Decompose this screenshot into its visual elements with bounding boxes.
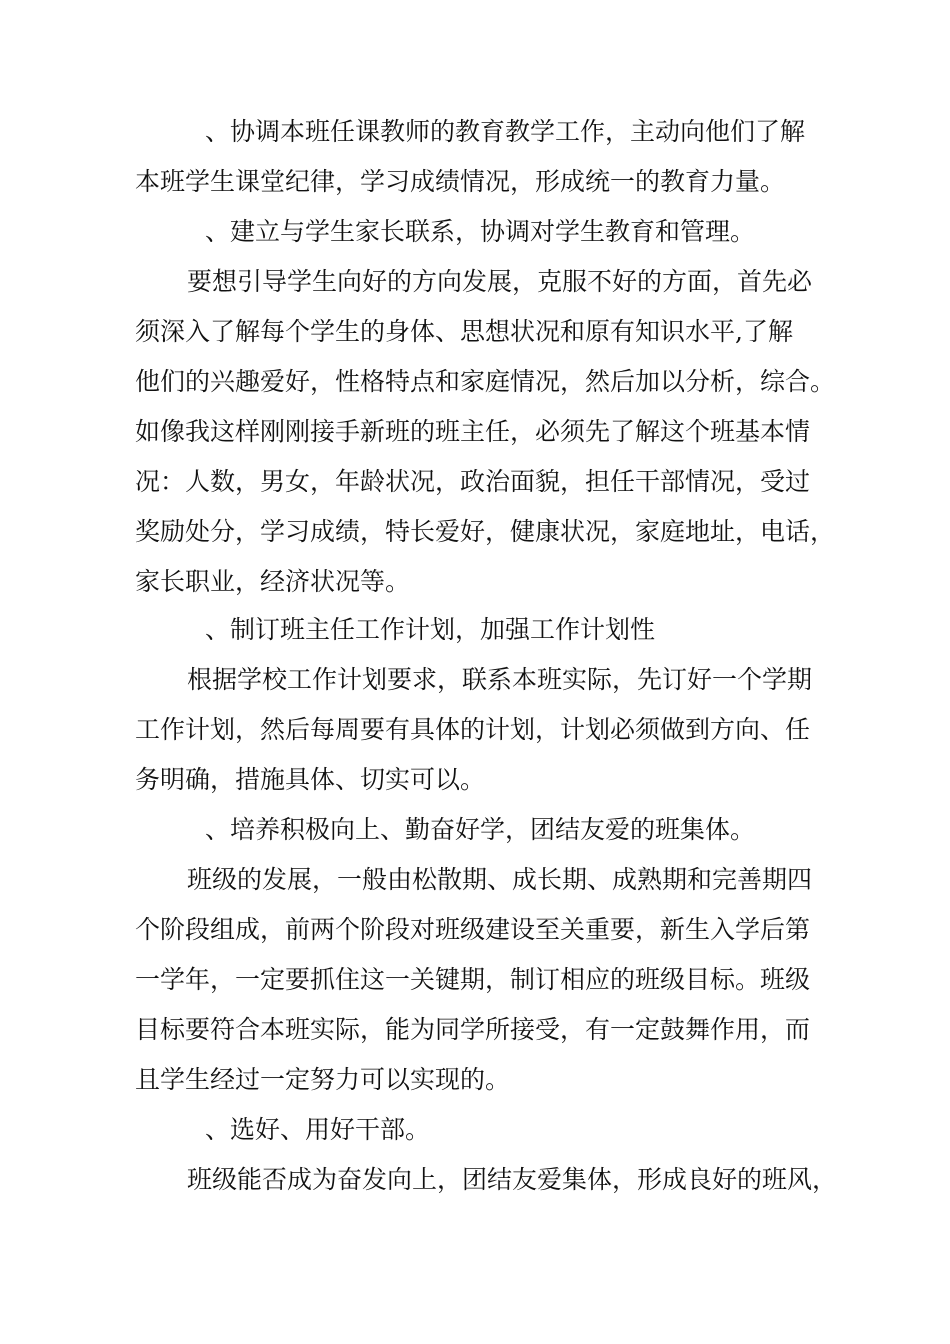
text-line: 一学年，一定要抓住这一关键期，制订相应的班级目标。班级 (135, 965, 811, 994)
text-line: 根据学校工作计划要求，联系本班实际，先订好一个学期 (187, 665, 813, 694)
text-line: 班级能否成为奋发向上，团结友爱集体，形成良好的班风， (187, 1165, 838, 1194)
text-line: 家长职业，经济状况等。 (135, 567, 411, 596)
text-line: 工作计划，然后每周要有具体的计划，计划必须做到方向、任 (135, 715, 811, 744)
text-line: 况：人数，男女，年龄状况，政治面貌，担任干部情况，受过 (135, 467, 811, 496)
text-line: 、制订班主任工作计划，加强工作计划性 (205, 615, 656, 644)
text-line: 目标要符合本班实际，能为同学所接受，有一定鼓舞作用，而 (135, 1015, 811, 1044)
text-line: 、协调本班任课教师的教育教学工作，主动向他们了解 (205, 117, 806, 146)
text-line: 奖励处分，学习成绩，特长爱好，健康状况，家庭地址，电话， (135, 517, 836, 546)
text-line: 、建立与学生家长联系，协调对学生教育和管理。 (205, 217, 756, 246)
text-line: 他们的兴趣爱好，性格特点和家庭情况，然后加以分析，综合。 (135, 367, 836, 396)
text-line: 、选好、用好干部。 (205, 1115, 431, 1144)
text-line: 须深入了解每个学生的身体、思想状况和原有知识水平,了解 (135, 317, 793, 346)
text-line: 要想引导学生向好的方向发展，克服不好的方面，首先必 (187, 267, 813, 296)
text-line: 、培养积极向上、勤奋好学，团结友爱的班集体。 (205, 815, 756, 844)
text-line: 本班学生课堂纪律，学习成绩情况，形成统一的教育力量。 (135, 167, 786, 196)
text-line: 务明确，措施具体、切实可以。 (135, 765, 486, 794)
text-line: 且学生经过一定努力可以实现的。 (135, 1065, 511, 1094)
text-line: 班级的发展，一般由松散期、成长期、成熟期和完善期四 (187, 865, 813, 894)
text-line: 如像我这样刚刚接手新班的班主任，必须先了解这个班基本情 (135, 417, 811, 446)
text-line: 个阶段组成，前两个阶段对班级建设至关重要，新生入学后第 (135, 915, 811, 944)
